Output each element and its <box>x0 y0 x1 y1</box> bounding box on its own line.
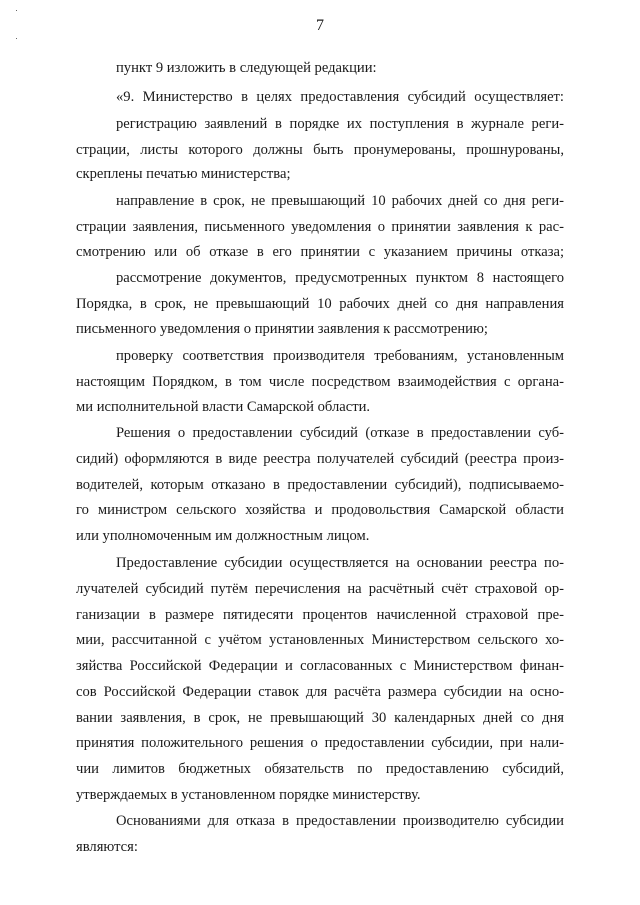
text-line: регистрацию заявлений в порядке их поступления в журнале реги- <box>116 116 564 132</box>
text-line: пункт 9 изложить в следующей редакции: <box>116 60 377 76</box>
text-line: Основаниями для отказа в предоставлении производителю субсидии <box>116 813 564 829</box>
text-line: скреплены печатью министерства; <box>76 166 291 182</box>
text-line: являются: <box>76 839 138 855</box>
page-number: 7 <box>316 17 324 34</box>
text-line: водителей, которым отказано в предоставлении субсидий), подписываемо- <box>76 477 564 493</box>
text-line: ганизации в размере пятидесяти процентов начисленной страховой пре- <box>76 607 564 623</box>
text-line: принятия положительного решения о предоставлении субсидии, при нали- <box>76 735 564 751</box>
text-line: Порядка, в срок, не превышающий 10 рабочих дней со дня направления <box>76 296 564 312</box>
text-line: мии, рассчитанной с учётом установленных Министерством сельского хо- <box>76 632 564 648</box>
text-line: страции заявления, письменного уведомления о принятии заявления к рас- <box>76 219 564 235</box>
text-line: Предоставление субсидии осуществляется на основании реестра по- <box>116 555 564 571</box>
text-line: страции, листы которого должны быть пронумерованы, прошнурованы, <box>76 142 564 158</box>
text-line: сидий) оформляются в виде реестра получателей субсидий (реестра произ- <box>76 451 564 467</box>
text-line: ми исполнительной власти Самарской области. <box>76 399 371 415</box>
text-line: сов Российской Федерации ставок для расчёта размера субсидии на осно- <box>76 684 564 700</box>
text-line: направление в срок, не превышающий 10 рабочих дней со дня реги- <box>116 193 564 209</box>
text-line: или уполномоченным им должностным лицом. <box>76 528 370 544</box>
margin-mark <box>16 38 17 39</box>
text-line: Решения о предоставлении субсидий (отказе в предоставлении суб- <box>116 425 564 441</box>
text-line: лучателей субсидий путём перечисления на расчётный счёт страховой ор- <box>76 581 564 597</box>
text-line: проверку соответствия производителя требованиям, установленным <box>116 348 564 364</box>
text-line: го министром сельского хозяйства и продовольствия Самарской области <box>76 502 564 518</box>
text-line: чии лимитов бюджетных обязательств по предоставлению субсидий, <box>76 761 564 777</box>
text-line: зяйства Российской Федерации и согласованных с Министерством финан- <box>76 658 564 674</box>
text-line: смотрению или об отказе в его принятии с указанием причины отказа; <box>76 244 564 260</box>
text-line: «9. Министерство в целях предоставления субсидий осуществляет: <box>116 89 564 105</box>
text-line: настоящим Порядком, в том числе посредством взаимодействия с органа- <box>76 374 564 390</box>
text-line: рассмотрение документов, предусмотренных пунктом 8 настоящего <box>116 270 564 286</box>
margin-mark <box>16 10 17 11</box>
text-line: вании заявления, в срок, не превышающий 30 календарных дней со дня <box>76 710 564 726</box>
text-line: письменного уведомления о принятии заявления к рассмотрению; <box>76 321 488 337</box>
text-line: утверждаемых в установленном порядке министерству. <box>76 787 421 803</box>
